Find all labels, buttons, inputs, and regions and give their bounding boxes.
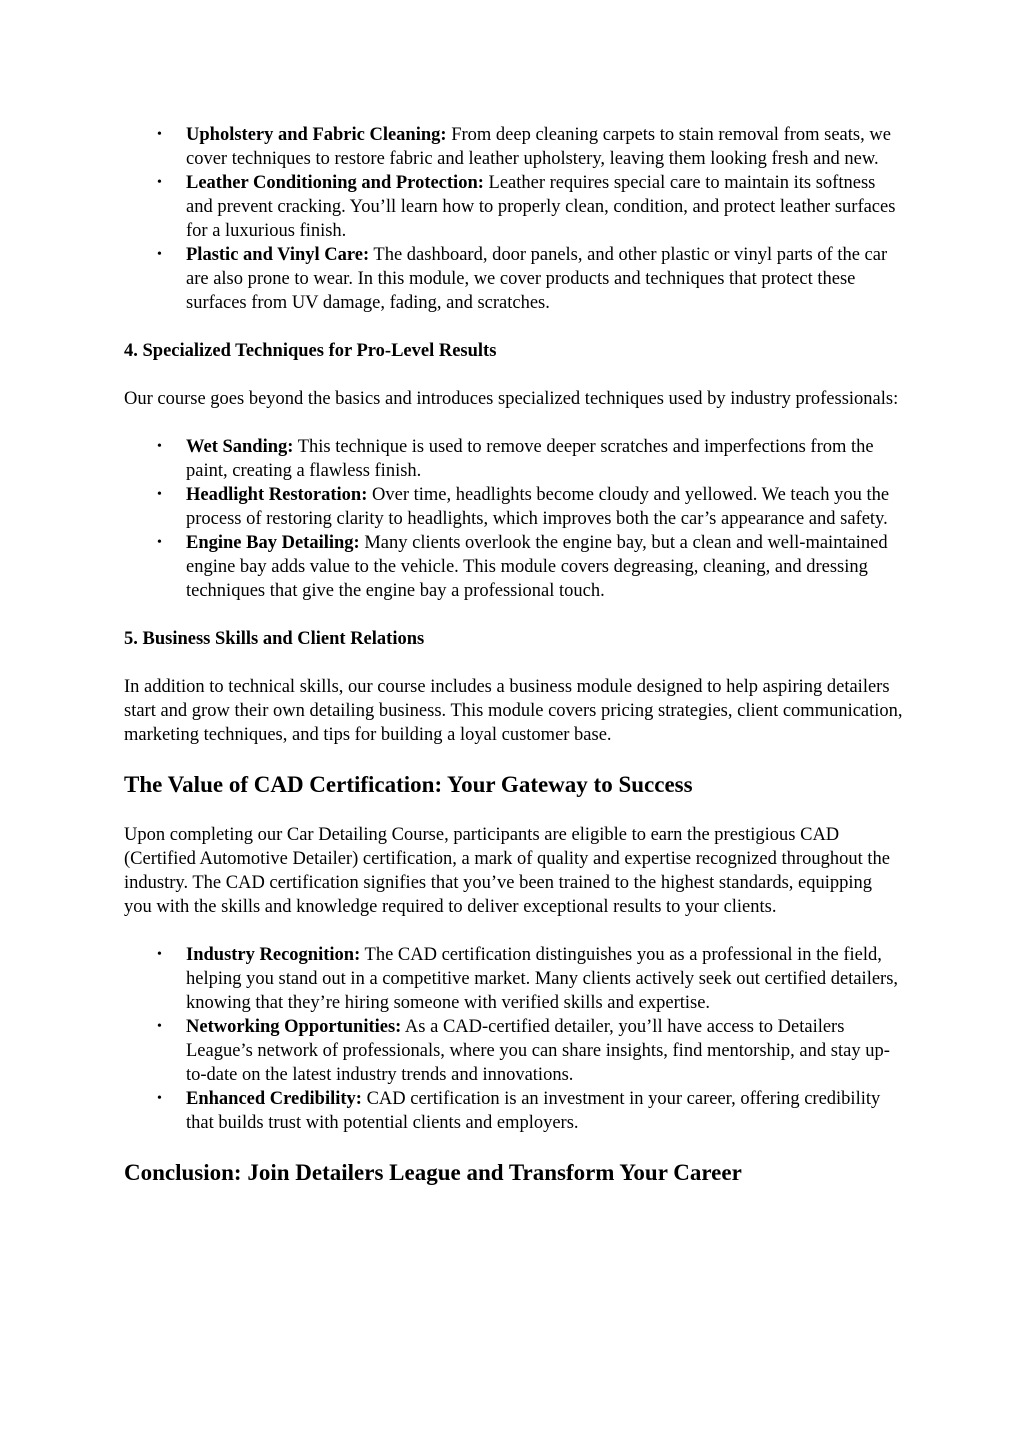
conclusion-heading: Conclusion: Join Detailers League and Transform Your Career [124,1160,742,1185]
item-text: Over time, headlights become cloudy and yellowed. We teach you the process of restoring clarity to headlights, which improves both the car’s appearance and safety. [186,485,890,529]
section-5-body: In addition to technical skills, our course includes a business module designed to help aspiring detailers start and grow their own detailing business. This module covers pricing strategies, client communication, marketing techniques, and tips for building a loyal customer base. [124,677,903,745]
section-4-intro: Our course goes beyond the basics and introduces specialized techniques used by industry professionals: [124,389,899,409]
item-text: CAD certification is an investment in your career, offering credibility that builds trust with potential clients and employers. [186,1089,881,1133]
list-item [157,943,904,1015]
bullet-icon: • [157,947,162,962]
item-term: Industry Recognition: [186,945,361,965]
specialized-techniques-list [124,435,904,603]
bullet-icon: • [157,127,162,142]
item-term: Wet Sanding: [186,437,294,457]
list-item [157,171,904,243]
item-text: The CAD certification distinguishes you as a professional in the field, helping you stand out in a competitive market. Many clients actively seek out certified detailers, knowing that they’re hiring someone with verified skills and expertise. [186,945,899,1013]
item-term: Headlight Restoration: [186,485,368,505]
interior-care-list [124,123,904,315]
list-item [157,435,904,483]
item-term: Engine Bay Detailing: [186,533,360,553]
item-text: Many clients overlook the engine bay, but a clean and well-maintained engine bay adds value to the vehicle. This module covers degreasing, cleaning, and dressing techniques that give the engine bay a professional touch. [186,533,888,601]
item-term: Upholstery and Fabric Cleaning: [186,125,447,145]
section-4-heading: 4. Specialized Techniques for Pro-Level Results [124,341,497,361]
item-term: Enhanced Credibility: [186,1089,362,1109]
item-term: Networking Opportunities: [186,1017,402,1037]
bullet-icon: • [157,535,162,550]
item-term: Leather Conditioning and Protection: [186,173,484,193]
cad-body: Upon completing our Car Detailing Course, participants are eligible to earn the prestigious CAD (Certified Automotive Detailer) certification, a mark of quality and expertise recognized throughout the industry. The CAD certification signifies that you’ve been trained to the highest standards, equipping you with the skills and knowledge required to deliver exceptional results to your clients. [124,825,890,917]
bullet-icon: • [157,175,162,190]
bullet-icon: • [157,1091,162,1106]
document-page [124,123,904,1187]
item-text: As a CAD-certified detailer, you’ll have access to Detailers League’s network of professionals, where you can share insights, find mentorship, and stay up-to-date on the latest industry trends and innovations. [186,1017,890,1085]
bullet-icon: • [157,1019,162,1034]
item-text: Leather requires special care to maintain its softness and prevent cracking. You’ll learn how to properly clean, condition, and protect leather surfaces for a luxurious finish. [186,173,896,241]
item-text: From deep cleaning carpets to stain removal from seats, we cover techniques to restore fabric and leather upholstery, leaving them looking fresh and new. [186,125,891,169]
list-item [157,1015,904,1087]
cad-heading: The Value of CAD Certification: Your Gateway to Success [124,772,693,797]
bullet-icon: • [157,439,162,454]
cad-benefits-list [124,943,904,1135]
bullet-icon: • [157,247,162,262]
bullet-icon: • [157,487,162,502]
list-item [157,123,904,171]
list-item [157,483,904,531]
item-text: This technique is used to remove deeper scratches and imperfections from the paint, creating a flawless finish. [186,437,874,481]
section-5-heading: 5. Business Skills and Client Relations [124,629,425,649]
list-item [157,1087,904,1135]
list-item [157,243,904,315]
item-term: Plastic and Vinyl Care: [186,245,370,265]
item-text: The dashboard, door panels, and other plastic or vinyl parts of the car are also prone to wear. In this module, we cover products and techniques that protect these surfaces from UV damage, fading, and scratches. [186,245,888,313]
list-item [157,531,904,603]
